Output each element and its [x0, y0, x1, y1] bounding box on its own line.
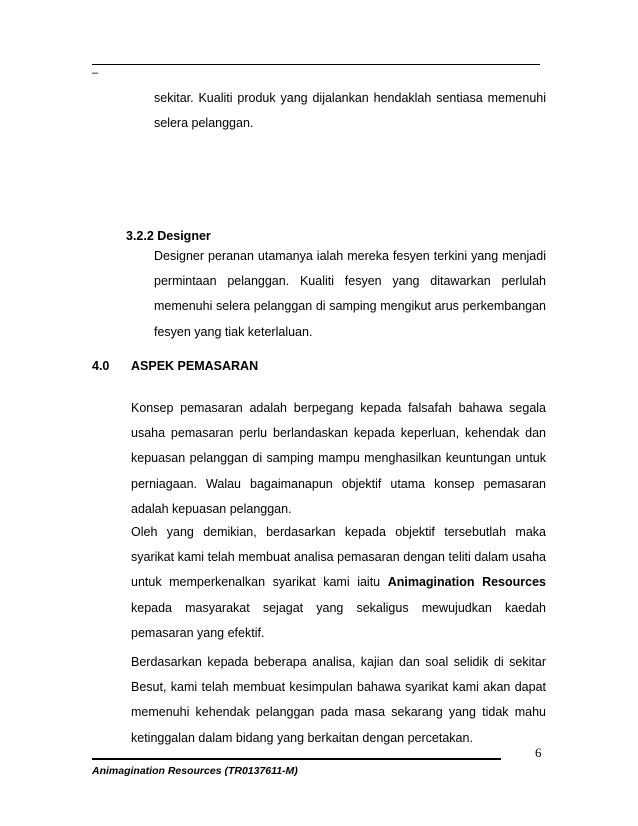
footer-rule	[92, 758, 501, 760]
paragraph-text-start: Oleh yang demikian, berdasarkan kepada objektif tersebutlah maka syarikat kami telah membuat analisa pemasaran dengan teliti dalam usaha untuk memperkenalkan syarikat kami iaitu	[131, 525, 546, 590]
section-title: ASPEK PEMASARAN	[131, 359, 259, 373]
subsection-heading-designer: 3.2.2 Designer	[126, 229, 211, 243]
page-number: 6	[535, 745, 542, 760]
paragraph-text-end: kepada masyarakat sejagat yang sekaligus mewujudkan kaedah pemasaran yang efektif.	[131, 600, 546, 640]
header-dash: –	[92, 67, 99, 79]
paragraph-marketing-analysis	[131, 520, 546, 646]
company-name-bold: Animagination Resources	[387, 575, 546, 590]
footer-company: Animagination Resources (TR0137611-M)	[92, 765, 298, 777]
paragraph-marketing-concept: Konsep pemasaran adalah berpegang kepada falsafah bahawa segala usaha pemasaran perlu berlandaskan kepada keperluan, kehendak dan kepuasan pelanggan di samping mampu menghasilkan keuntungan untuk perniagaan. Walau bagaimanapun objektif utama konsep pemasaran adalah kepuasan pelanggan.	[131, 401, 546, 516]
paragraph-conclusion: Berdasarkan kepada beberapa analisa, kajian dan soal selidik di sekitar Besut, kami telah membuat kesimpulan bahawa syarikat kami akan dapat memenuhi kehendak pelanggan pada masa sekarang yang tidak mahu ketinggalan dalam bidang yang berkaitan dengan percetakan.	[131, 655, 546, 745]
paragraph-designer: Designer peranan utamanya ialah mereka fesyen terkini yang menjadi permintaan pelanggan. Kualiti fesyen yang ditawarkan perlulah memenuhi selera pelanggan di samping mengikut arus perkembangan fesyen yang tiak keterlaluan.	[154, 249, 546, 339]
paragraph-continued: sekitar. Kualiti produk yang dijalankan hendaklah sentiasa memenuhi selera pelanggan.	[154, 91, 546, 131]
section-number: 4.0	[92, 359, 110, 373]
header-rule	[92, 64, 540, 65]
